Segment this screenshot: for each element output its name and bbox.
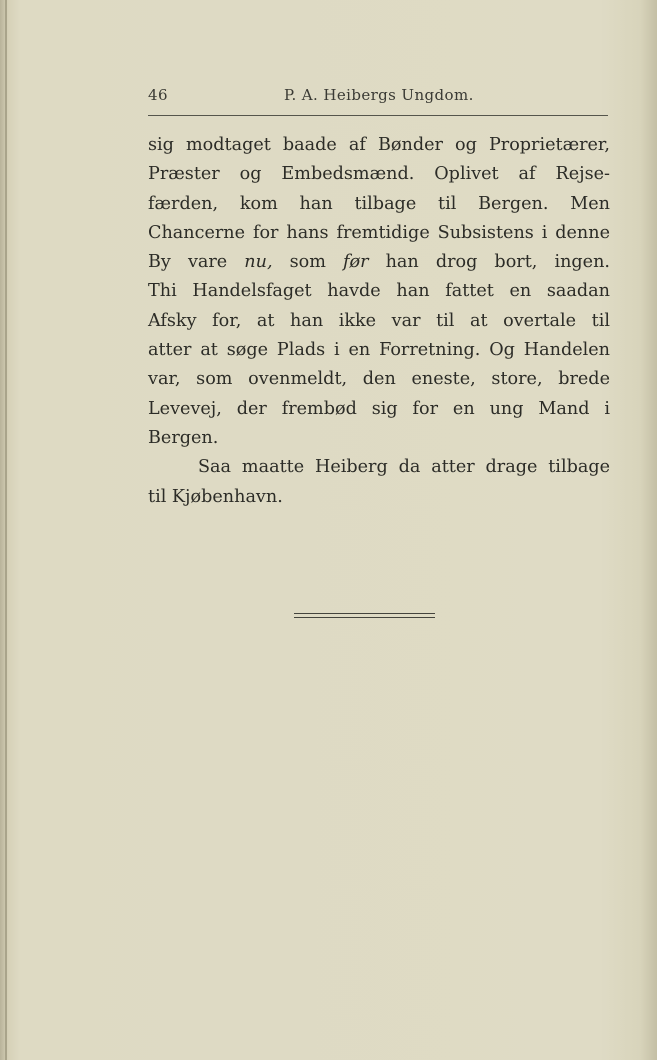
text-line: færden, kom han tilbage til Bergen. Men: [148, 193, 610, 214]
text-line: [148, 248, 610, 277]
end-rule-top: [294, 613, 435, 614]
text-run: som: [272, 252, 344, 273]
body-text: [148, 131, 610, 512]
text-line: atter at søge Plads i en Forretning. Og Handelen: [148, 340, 610, 361]
text-line: Bergen.: [148, 427, 219, 448]
page-number: 46: [148, 86, 168, 104]
text-line: Saa maatte Heiberg da atter drage tilbage: [198, 457, 610, 478]
running-head: P. A. Heibergs Ungdom.: [284, 86, 474, 104]
end-rule-bottom: [294, 617, 435, 618]
text-run: han drog bort, ingen.: [368, 252, 610, 273]
text-line: Thi Handelsfaget havde han fattet en saadan: [148, 281, 610, 302]
text-line: til Kjøbenhavn.: [148, 486, 283, 507]
text-line: Levevej, der frembød sig for en ung Mand i: [148, 398, 610, 419]
text-line: Afsky for, at han ikke var til at overtale til: [148, 310, 610, 331]
italic-word-for: før: [343, 252, 369, 273]
text-line: var, som ovenmeldt, den eneste, store, brede: [148, 369, 610, 390]
text-line: sig modtaget baade af Bønder og Proprietærer,: [148, 135, 610, 155]
page-header: [148, 86, 608, 108]
text-line: Chancerne for hans fremtidige Subsistens i denne: [148, 222, 610, 243]
italic-word-nu: nu,: [244, 252, 273, 273]
text-run: By vare: [148, 252, 245, 273]
page-spine-edge: [5, 0, 7, 1060]
text-line: Præster og Embedsmænd. Oplivet af Rejse-: [148, 164, 610, 185]
header-rule: [148, 115, 608, 116]
